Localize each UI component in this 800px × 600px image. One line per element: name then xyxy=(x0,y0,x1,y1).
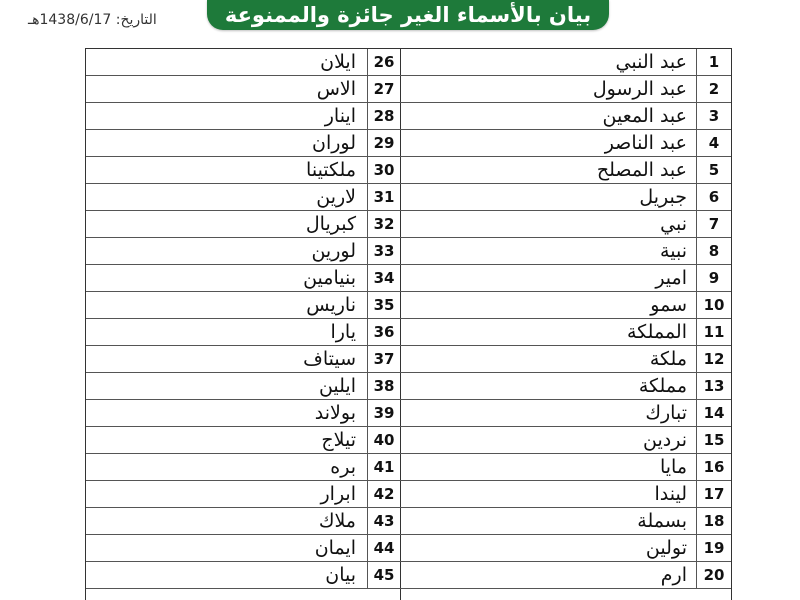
row-name: ملاك xyxy=(318,510,356,532)
row-number: 16 xyxy=(696,454,731,480)
row-name: يارا xyxy=(330,321,356,343)
row-name: تبارك xyxy=(645,402,687,424)
row-name: ايمان xyxy=(314,537,356,559)
row-number: 20 xyxy=(696,562,731,588)
row-name: نبية xyxy=(660,240,687,262)
row-name: نردين xyxy=(643,429,687,451)
row-name: تيلاج xyxy=(321,429,356,451)
row-number: 38 xyxy=(367,373,400,399)
row-name: عبد الناصر xyxy=(604,132,687,154)
row-name: ناريس xyxy=(306,294,356,316)
row-number: 28 xyxy=(367,103,400,129)
table-row xyxy=(86,481,400,508)
table-row xyxy=(400,508,731,535)
row-number: 39 xyxy=(367,400,400,426)
table-row xyxy=(400,346,731,373)
table-row xyxy=(400,157,731,184)
row-name: لوران xyxy=(311,132,356,154)
row-name: سمو xyxy=(650,294,687,316)
table-row xyxy=(86,103,400,130)
row-name: بسملة xyxy=(637,510,687,532)
row-number: 45 xyxy=(367,562,400,588)
table-row xyxy=(400,211,731,238)
row-name: ايلين xyxy=(318,375,356,397)
names-table xyxy=(85,48,732,600)
row-name: اينار xyxy=(324,105,356,127)
row-number: 37 xyxy=(367,346,400,372)
row-number: 1 xyxy=(696,49,731,75)
row-number: 31 xyxy=(367,184,400,210)
row-name: ارم xyxy=(660,564,687,586)
row-number: 4 xyxy=(696,130,731,156)
row-number: 6 xyxy=(696,184,731,210)
table-row xyxy=(86,427,400,454)
row-number: 40 xyxy=(367,427,400,453)
table-row xyxy=(400,49,731,76)
row-number: 3 xyxy=(696,103,731,129)
table-row xyxy=(400,103,731,130)
row-number: 14 xyxy=(696,400,731,426)
row-name: نبي xyxy=(660,213,687,235)
row-name: المملكة xyxy=(626,321,687,343)
table-row xyxy=(86,508,400,535)
table-row xyxy=(400,481,731,508)
row-name: عبد المعين xyxy=(602,105,687,127)
row-number: 12 xyxy=(696,346,731,372)
row-name: مملكة xyxy=(638,375,687,397)
row-number: 36 xyxy=(367,319,400,345)
row-number: 11 xyxy=(696,319,731,345)
table-row xyxy=(86,400,400,427)
row-name: ليندا xyxy=(654,483,687,505)
row-number: 44 xyxy=(367,535,400,561)
table-row xyxy=(400,535,731,562)
table-row xyxy=(400,427,731,454)
table-row xyxy=(86,211,400,238)
row-number: 41 xyxy=(367,454,400,480)
row-name: بنيامين xyxy=(303,267,356,289)
row-number: 29 xyxy=(367,130,400,156)
row-name: بولاند xyxy=(314,402,356,424)
row-number: 35 xyxy=(367,292,400,318)
table-row xyxy=(86,319,400,346)
table-row xyxy=(86,265,400,292)
row-number: 7 xyxy=(696,211,731,237)
row-number: 43 xyxy=(367,508,400,534)
date-label: التاريخ: 1438/6/17هـ xyxy=(28,12,157,28)
row-number: 9 xyxy=(696,265,731,291)
table-row xyxy=(400,184,731,211)
table-row xyxy=(86,184,400,211)
row-name: امير xyxy=(655,267,687,289)
table-row xyxy=(400,292,731,319)
table-row xyxy=(400,265,731,292)
row-name: عبد المصلح xyxy=(596,159,687,181)
table-row xyxy=(400,373,731,400)
row-name: بره xyxy=(330,456,356,478)
row-number: 30 xyxy=(367,157,400,183)
row-name: تولين xyxy=(645,537,687,559)
row-name: جبريل xyxy=(639,186,687,208)
row-number: 27 xyxy=(367,76,400,102)
table-row xyxy=(86,292,400,319)
table-row xyxy=(400,76,731,103)
row-name: ملكتينا xyxy=(306,159,356,181)
row-name: بيان xyxy=(325,564,356,586)
row-number: 32 xyxy=(367,211,400,237)
row-name: مايا xyxy=(659,456,687,478)
row-name: ابرار xyxy=(320,483,356,505)
table-row xyxy=(400,319,731,346)
row-number: 34 xyxy=(367,265,400,291)
row-number: 13 xyxy=(696,373,731,399)
row-name: عبد النبي xyxy=(615,51,687,73)
row-name: عبد الرسول xyxy=(592,78,687,100)
row-number: 10 xyxy=(696,292,731,318)
table-row xyxy=(400,400,731,427)
table-row xyxy=(86,454,400,481)
table-row xyxy=(86,535,400,562)
row-name: كبريال xyxy=(305,213,356,235)
table-row xyxy=(400,562,731,589)
table-row xyxy=(86,49,400,76)
table-row xyxy=(86,76,400,103)
row-number: 2 xyxy=(696,76,731,102)
row-name: ملكة xyxy=(649,348,687,370)
row-name: الاس xyxy=(316,78,356,100)
table-row xyxy=(86,346,400,373)
row-number: 18 xyxy=(696,508,731,534)
table-row xyxy=(86,157,400,184)
table-row xyxy=(400,238,731,265)
table-row xyxy=(86,373,400,400)
page-title: بيان بالأسماء الغير جائزة والممنوعة xyxy=(207,0,609,30)
table-row xyxy=(86,238,400,265)
row-number: 26 xyxy=(367,49,400,75)
row-name: لارين xyxy=(316,186,356,208)
row-name: ايلان xyxy=(320,51,356,73)
table-column-right xyxy=(400,49,731,600)
row-number: 15 xyxy=(696,427,731,453)
table-row xyxy=(400,454,731,481)
row-number: 33 xyxy=(367,238,400,264)
row-name: لورين xyxy=(311,240,356,262)
row-name: سيتاف xyxy=(303,348,356,370)
table-row xyxy=(86,562,400,589)
table-row xyxy=(86,130,400,157)
row-number: 8 xyxy=(696,238,731,264)
table-row xyxy=(400,130,731,157)
row-number: 19 xyxy=(696,535,731,561)
row-number: 42 xyxy=(367,481,400,507)
table-column-left xyxy=(86,49,401,600)
row-number: 17 xyxy=(696,481,731,507)
row-number: 5 xyxy=(696,157,731,183)
